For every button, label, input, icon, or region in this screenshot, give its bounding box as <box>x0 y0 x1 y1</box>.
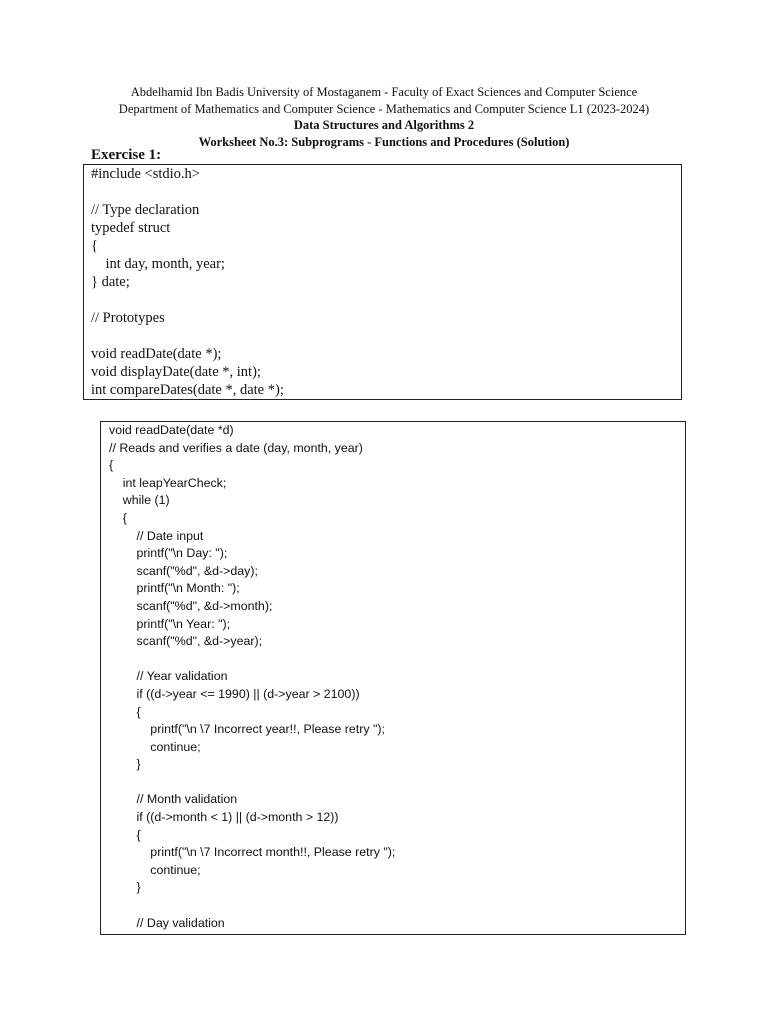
code-line: if ((d->year <= 1990) || (d->year > 2100)) <box>109 686 360 701</box>
code-line <box>91 327 681 345</box>
code-line: { <box>109 510 127 525</box>
code-line <box>109 897 685 915</box>
code-line: printf("\n Day: "); <box>109 546 228 561</box>
exercise-title: Exercise 1: <box>91 147 162 163</box>
code-line: void readDate(date *); <box>91 346 222 362</box>
code-block-declarations <box>83 164 682 400</box>
code-line: printf("\n Year: "); <box>109 616 231 631</box>
code-block-read-date <box>100 421 686 935</box>
code-line: continue; <box>109 862 201 877</box>
code-line: // Type declaration <box>91 202 200 218</box>
code-line: while (1) <box>109 493 170 508</box>
code-line: scanf("%d", &d->month); <box>109 598 273 613</box>
code-line: continue; <box>109 739 201 754</box>
code-line: printf("\n \7 Incorrect year!!, Please retry "); <box>109 722 385 737</box>
code-line <box>109 651 685 669</box>
code-line: // Year validation <box>109 669 228 684</box>
page-header <box>0 84 768 150</box>
code-line: void readDate(date *d) <box>109 423 234 437</box>
code-line: // Month validation <box>109 792 238 807</box>
worksheet-title: Worksheet No.3: Subprograms - Functions and Procedures (Solution) <box>198 134 570 149</box>
university-line: Abdelhamid Ibn Badis University of Mostaganem - Faculty of Exact Sciences and Computer Science <box>130 85 638 99</box>
code-line <box>91 183 681 201</box>
code-line: printf("\n Month: "); <box>109 581 240 596</box>
code-line: typedef struct <box>91 220 171 236</box>
code-line: } <box>109 880 141 895</box>
code-line: int leapYearCheck; <box>109 475 227 490</box>
code-line: } date; <box>91 274 130 290</box>
department-line: Department of Mathematics and Computer Science - Mathematics and Computer Science L1 (2023-2024) <box>118 101 650 116</box>
code-line: scanf("%d", &d->day); <box>109 563 258 578</box>
code-line: { <box>109 704 141 719</box>
code-line <box>91 291 681 309</box>
code-line: printf("\n \7 Incorrect month!!, Please retry "); <box>109 845 396 860</box>
code-line: #include <stdio.h> <box>91 166 200 182</box>
code-line: scanf("%d", &d->year); <box>109 634 263 649</box>
code-line: } <box>109 757 141 772</box>
code-line: // Date input <box>109 528 204 543</box>
code-line: { <box>109 458 114 473</box>
code-line: // Prototypes <box>91 310 165 326</box>
code-line: { <box>91 238 98 254</box>
code-line: if ((d->month < 1) || (d->month > 12)) <box>109 810 339 825</box>
code-line: int compareDates(date *, date *); <box>91 382 284 398</box>
code-line <box>109 774 685 792</box>
code-line: // Day validation <box>109 915 225 930</box>
code-line: // Reads and verifies a date (day, month, year) <box>109 440 363 455</box>
code-line: int day, month, year; <box>91 256 225 272</box>
code-line: { <box>109 827 141 842</box>
course-title: Data Structures and Algorithms 2 <box>293 118 475 132</box>
code-line: void displayDate(date *, int); <box>91 364 261 380</box>
